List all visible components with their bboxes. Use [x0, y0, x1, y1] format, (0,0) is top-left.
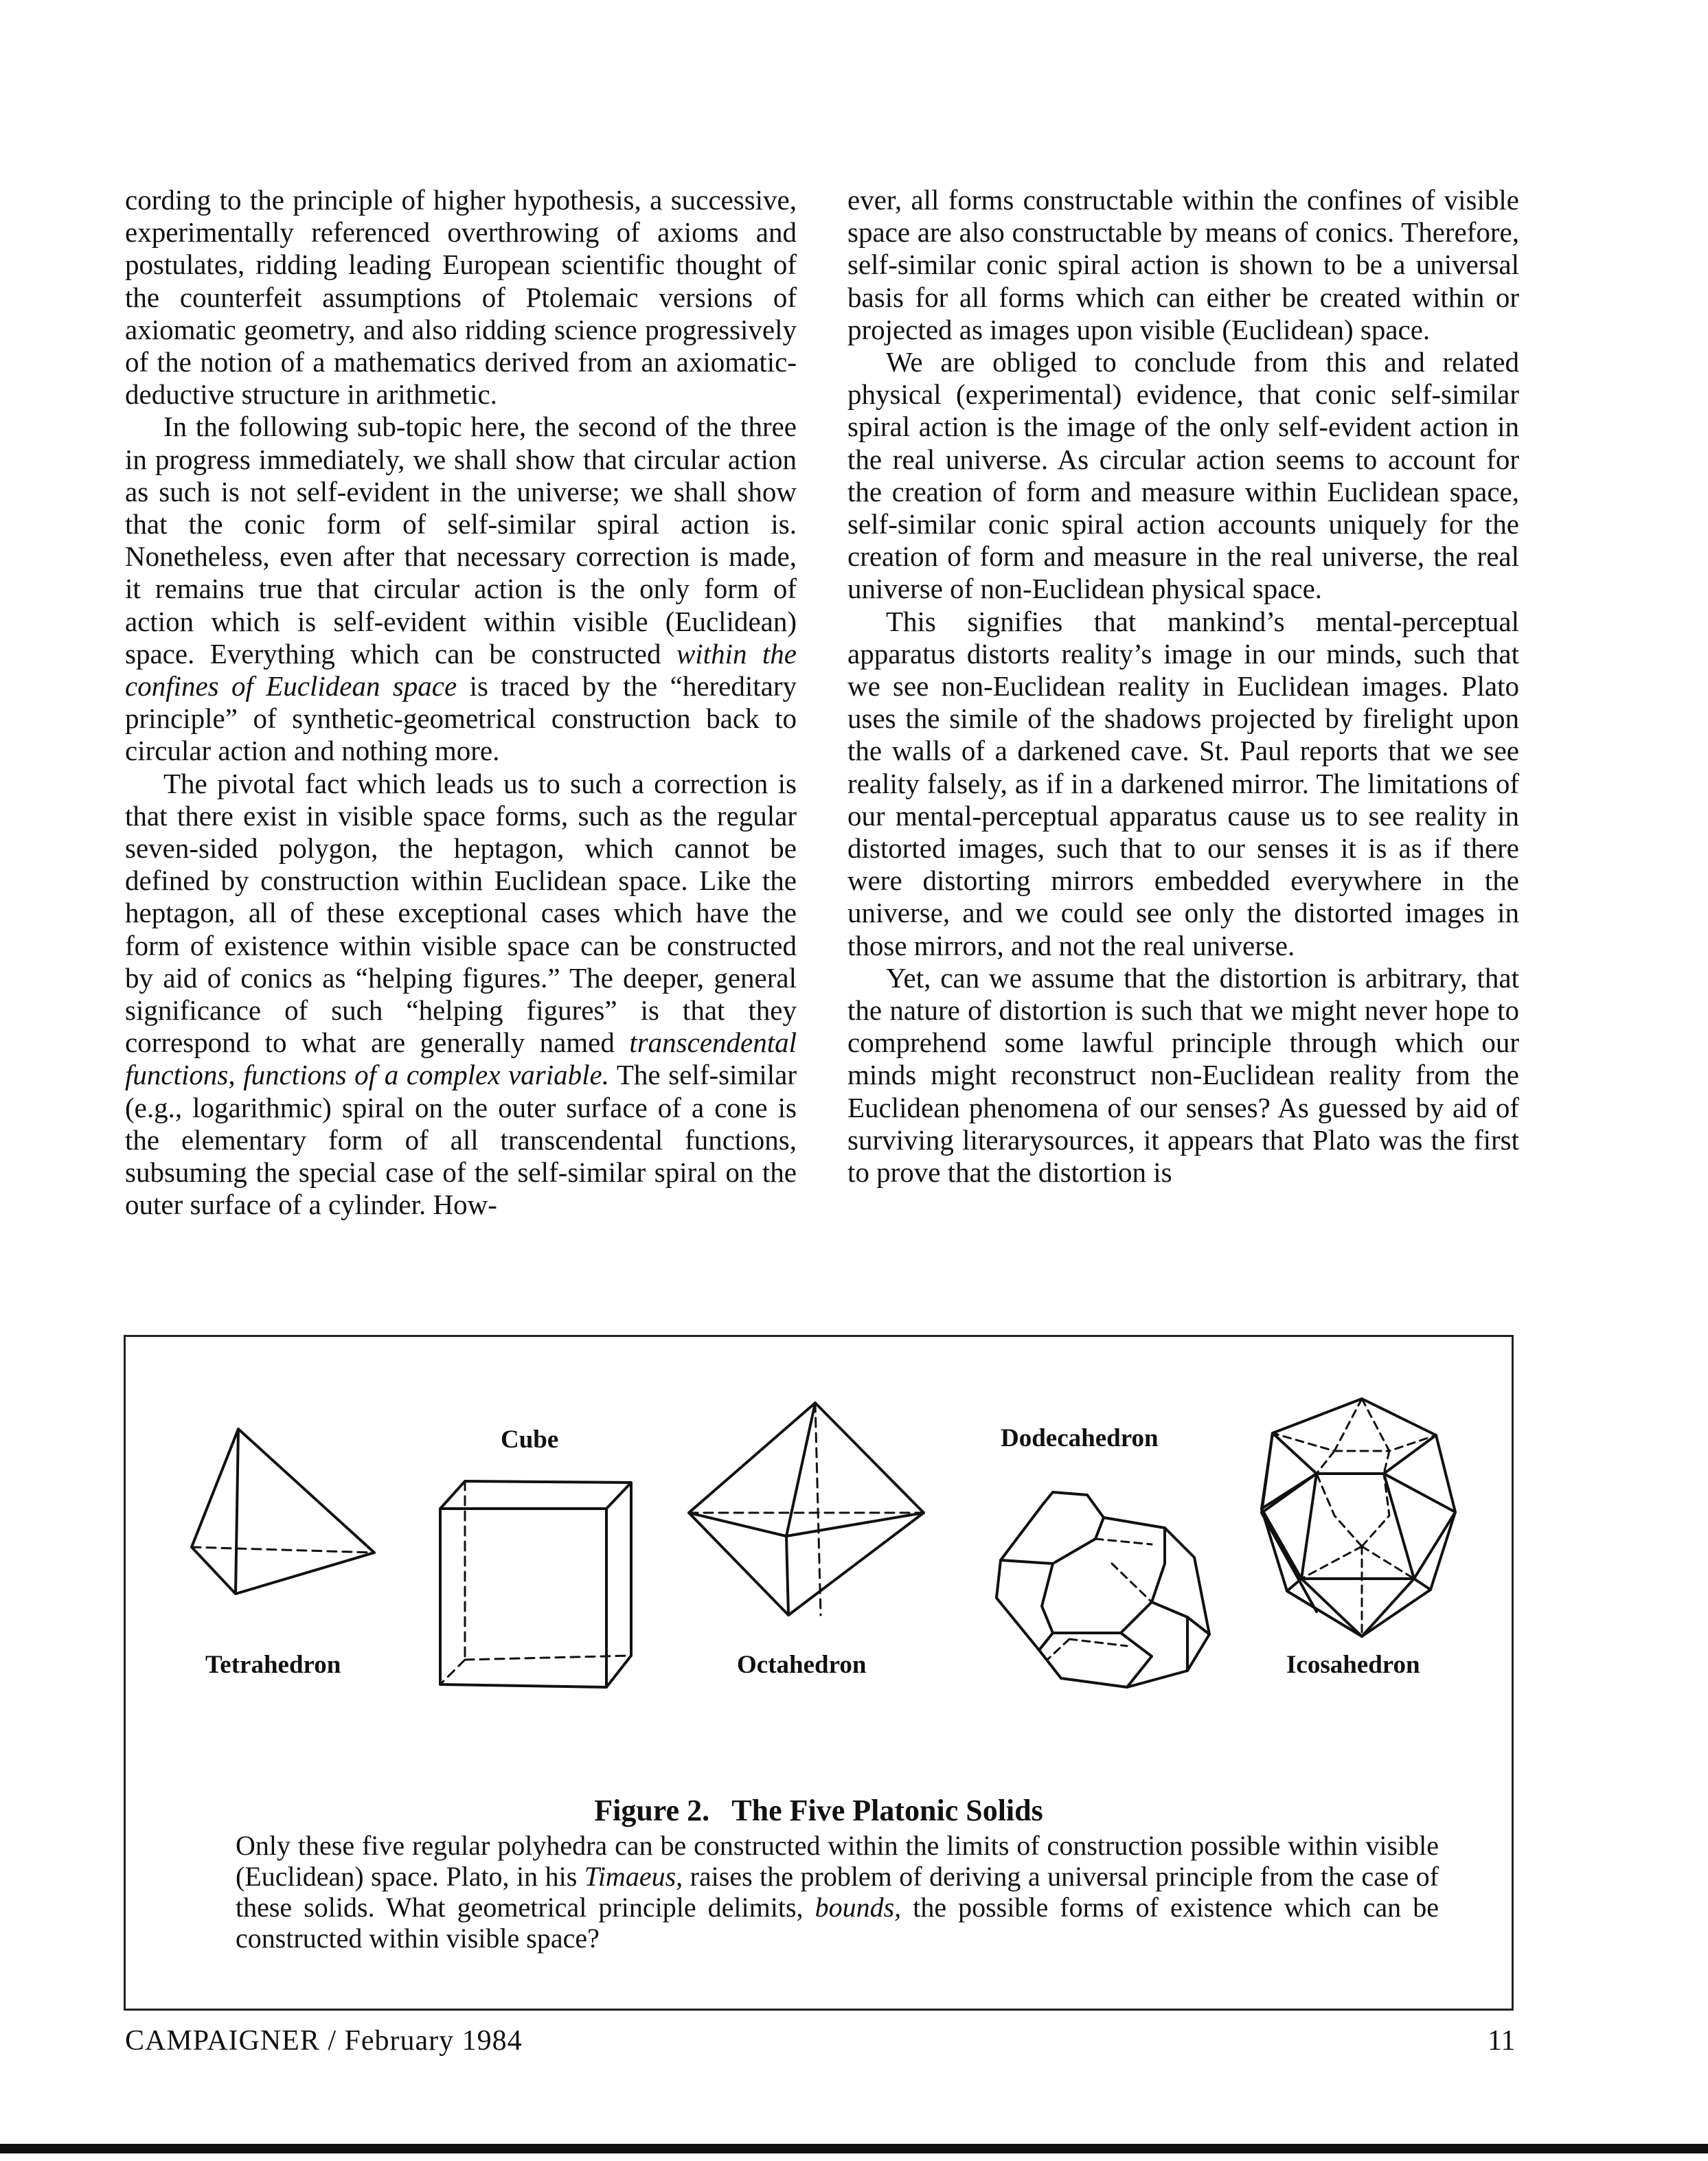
- label-tetrahedron: Tetrahedron: [205, 1651, 341, 1679]
- icosahedron-drawing: [1262, 1399, 1455, 1636]
- figure-title: Figure 2. The Five Platonic Solids: [594, 1794, 1043, 1827]
- octahedron-drawing: [689, 1403, 924, 1615]
- tetrahedron-drawing: [192, 1429, 374, 1594]
- page-number: 11: [1488, 2025, 1516, 2057]
- figure-caption: [236, 1830, 1439, 1954]
- paragraph: We are obliged to conclude from this and related physical (experimental) evidence, that conic self-similar spiral action is the image of the only self-evident action in the real universe. As circular action seems to account for the creation of form and measure within Euclidean space, self-similar conic spiral action accounts uniquely for the creation of form and measure in the real universe, the real universe of non-Euclidean physical space.: [847, 346, 1519, 605]
- caption-text: Only these five regular polyhedra can be constructed within the limits of construction possible within visible (Euclidean) space. Plato, in his: [236, 1830, 1439, 1892]
- caption-text: the possible forms of existence which can be constructed within visible space?: [236, 1892, 1439, 1954]
- paragraph: [125, 411, 797, 767]
- paragraph: ever, all forms constructable within the confines of visible space are also constructable by means of conics. Therefore, self-similar conic spiral action is shown to be a universal basis for all forms which can either be created within or projected as images upon visible (Euclidean) space.: [847, 184, 1519, 345]
- platonic-solids-illustration: [126, 1337, 1512, 1776]
- caption-italic-bounds: bounds,: [815, 1892, 902, 1923]
- paragraph: cording to the principle of higher hypothesis, a successive, experimentally referenced overthrowing of axioms and postulates, ridding leading European scientific thought of the counterfeit assumptions of Ptolemaic versions of axiomatic geometry, and also ridding science progressively of the notion of a mathematics derived from an axiomatic-deductive structure in arithmetic.: [125, 184, 797, 411]
- dodecahedron-drawing: [997, 1492, 1209, 1687]
- text-run: In the following sub-topic here, the second of the three in progress immediately, we shall show that circular action as such is not self-evident in the universe; we shall show that the conic form of self-similar spiral action is. Nonetheless, even after that necessary correction is made, it remains true that circular action is the only form of action which is self-evident within visible (Euclidean) space. Everything which can be constructed: [125, 411, 797, 670]
- caption-text: raises the problem of deriving a universal principle from the case of these solids. What geometrical principle delimits,: [236, 1861, 1439, 1923]
- text-run: The self-similar (e.g., logarithmic) spiral on the outer surface of a cone is the elementary form of all transcendental functions, subsuming the special case of the self-similar spiral on the outer surface of a cylinder. How-: [125, 1059, 797, 1221]
- label-cube: Cube: [501, 1426, 559, 1454]
- italic-phrase: transcendental functions, functions of a complex variable.: [125, 1027, 797, 1091]
- cube-drawing: [440, 1481, 631, 1687]
- label-dodecahedron: Dodecahedron: [1001, 1424, 1159, 1452]
- paragraph: Yet, can we assume that the distortion is arbitrary, that the nature of distortion is such that we might never hope to comprehend some lawful principle through which our minds might reconstruct non-Euclidean reality from the Euclidean phenomena of our senses? As guessed by aid of surviving literarysources, it appears that Plato was the first to prove that the distortion is: [847, 961, 1519, 1189]
- label-octahedron: Octahedron: [737, 1651, 867, 1679]
- right-text-column: [847, 184, 1519, 1189]
- paragraph: This signifies that mankind’s mental-perceptual apparatus distorts reality’s image in our minds, such that we see non-Euclidean reality in Euclidean images. Plato uses the simile of the shadows projected by firelight upon the walls of a darkened cave. St. Paul reports that we see reality falsely, as if in a darkened mirror. The limitations of our mental-perceptual apparatus cause us to see reality in distorted images, such that to our senses it is as if there were distorting mirrors embedded everywhere in the universe, and we could see only the distorted images in those mirrors, and not the real universe.: [847, 605, 1519, 961]
- bottom-rule: [0, 2144, 1708, 2153]
- label-icosahedron: Icosahedron: [1286, 1651, 1420, 1679]
- left-text-column: [125, 184, 797, 1222]
- text-run: The pivotal fact which leads us to such a correction is that there exist in visible space forms, such as the regular seven-sided polygon, the heptagon, which cannot be defined by construction within Euclidean space. Like the heptagon, all of these exceptional cases which have the form of existence within visible space can be constructed by aid of conics as “helping figures.” The deeper, general significance of such “helping figures” is that they correspond to what are generally named: [125, 767, 797, 1059]
- paragraph: [125, 768, 797, 1222]
- italic-phrase: within the confines of Euclidean space: [125, 637, 797, 702]
- text-run: is traced by the “hereditary principle” of synthetic-geometrical construction back to circular action and nothing more.: [125, 670, 797, 767]
- footer-publication: CAMPAIGNER / February 1984: [125, 2025, 523, 2057]
- figure-box: [124, 1335, 1514, 2011]
- caption-italic-timaeus: Timaeus,: [584, 1861, 683, 1892]
